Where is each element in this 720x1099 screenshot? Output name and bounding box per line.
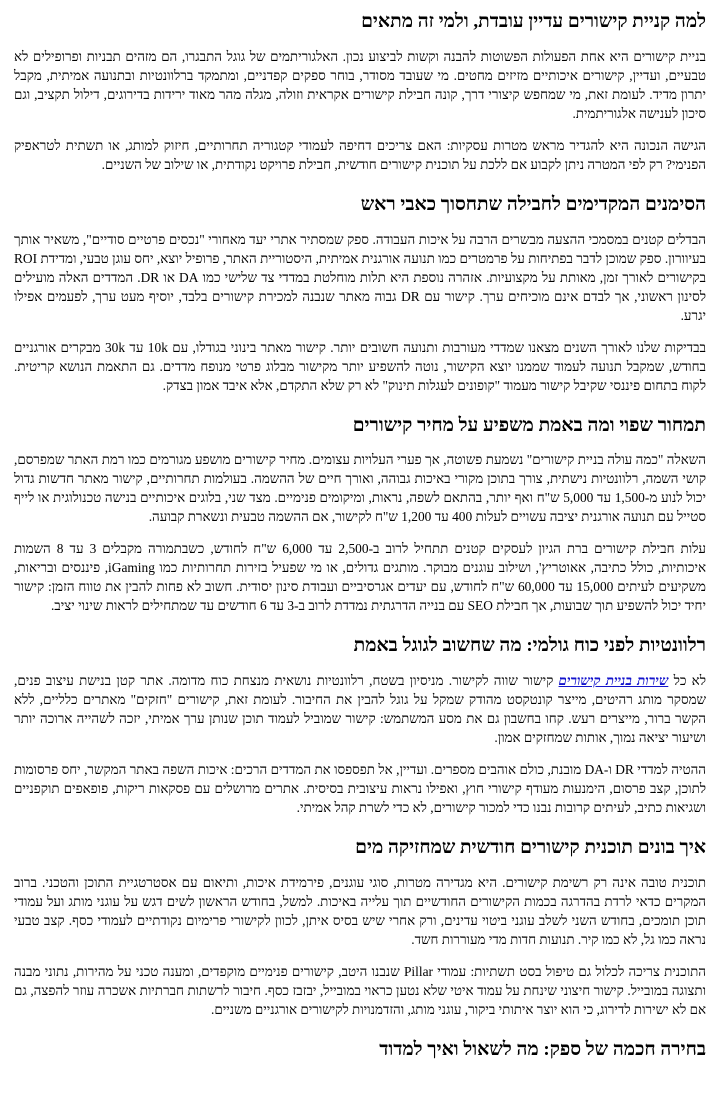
- paragraph: תוכנית טובה אינה רק רשימת קישורים. היא מגדירה מטרות, סוגי עוגנים, פירמידת איכות, ותיאום עם אסטרטגיית התוכן והטכני. ברוב המקרים כדאי לרדת בהדרגה בכמות הקישורים החודשיים תוך עלייה באיכות. למשל, בחודש הראשון לשים דגש על עוגני מותג ועל עמודי תוכן תומכים, בחודש השני לשלב עוגני ביטוי עדינים, ורק אחרי שיש בסיס איתן, לכוון לקישורי פרימיום נקודתיים לעמודי כסף. קצב טבעי נראה כמו גל, לא כמו קיר. תנועות חדות מדי מעוררות חשד.: [14, 874, 706, 947]
- link-building-service-link[interactable]: שירות בניית קישורים: [558, 673, 669, 688]
- paragraph: הבדלים קטנים במסמכי ההצעה מבשרים הרבה על איכות העבודה. ספק שמסתיר אתרי יעד מאחורי "נכסים פרטיים סודיים", משאיר אותך בעיוורון. ספק שמוכן לדבר בפתיחות על פרמטרים כמו תנועה אורגנית אמיתית, היסטוריית האתר, פרופיל יוצא, יחס עוגן טבעי, ומדידת ROI בקישורים לאורך זמן, מאותת על מקצועיות. אזהרה נוספת היא תלות מוחלטת במדדי צד שלישי כמו DA או DR. המדדים האלה מועילים לסינון ראשוני, אך לבדם אינם מוכיחים ערך. קישור עם DR גבוה מאתר שנבנה למכירת קישורים בלבד, יוסיף מעט ערך, לפעמים אפילו יגרע.: [14, 231, 706, 323]
- paragraph: השאלה "כמה עולה בניית קישורים" נשמעת פשוטה, אך פערי העלויות עצומים. מחיר קישורים מושפע מגורמים כמו רמת האתר שמפרסם, קושי השמה, רלוונטיות נישתית, צורך בתוכן מקורי באיכות גבוהה, ואורך חיים של ההשמה. בעולמות תחרותיים, קישור מאתר חדשות גדול יכול לנוע מ-1,500 עד 5,000 ש"ח ואף יותר, בהתאם לשפה, נראות, ומיקומים פנימיים. מצד שני, בלוגים איכותיים בנישה טכנולוגית או לייף סטייל עם תנועה אורגנית יציבה עשויים לעלות 400 עד 1,200 ש"ח לקישור, אם ההשמה טבעית ונשארת קבועה.: [14, 452, 706, 525]
- paragraph: בניית קישורים היא אחת הפעולות הפשוטות להבנה וקשות לביצוע נכון. האלגוריתמים של גוגל התבגרו, הם מזהים תבניות ופרופילים לא טבעיים, ועדיין, קישורים איכותיים מזיזים מחטים. מי שעובד מסודר, בוחר ספקים קפדניים, ומתמקד ברלוונטיות ובתנועה אמיתית, מקבל יתרון מדיד. לעומת זאת, מי שמחפש קיצורי דרך, קונה חבילת קישורים אקראית וזולה, מגלה מהר מאוד ירידות בדירוגים, דילול תקציב, וגם סיכון לענישה אלגוריתמית.: [14, 48, 706, 121]
- section-heading-choosing-vendor: בחירה חכמה של ספק: מה לשאול ואיך למדוד: [379, 1038, 706, 1060]
- paragraph-text-after-link: קישור שווה לקישור. מניסיון בשטח, רלוונטיות נושאית מנצחת כוח מדומה. אתר קטן בנישת עיצוב פנים, שמסקר מותג רהיטים, מייצר קונטקסט מהודק שמקל על גוגל להבין את החיבור. לעומת זאת, קישורים "חזקים" מאתרים כלליים, ללא הקשר ברור, מייצרים רעש. קחו בחשבון גם את מסע המשתמש: קישור שמוביל לעמוד תוכן שנותן ערך אמיתי, יזכה לשהייה ארוכה יותר ושיעור יציאה נמוך, אותות שמחזקים אמון.: [14, 673, 706, 745]
- section-heading-relevance: רלוונטיות לפני כוח גולמי: מה שחשוב לגוגל באמת: [353, 635, 706, 657]
- paragraph-with-link: [14, 671, 706, 747]
- section-heading-why-buying-links-works: למה קניית קישורים עדיין עובדת, ולמי זה מתאים: [361, 11, 706, 32]
- paragraph: ההטיה למדדי DR ו-DA מובנת, כולם אוהבים מספרים. ועדיין, אל תפספסו את המדדים הרכים: איכות השפה באתר המקשר, יחס פרסומות לתוכן, קצב פרסום, הימנעות מעודף קישורי חוץ, ואפילו נראות עיצובית בסיסית. אתרים מרושלים עם פסקאות ריקות, פופאפים תוקפניים ושגיאות כתיב, לעיתים קרובות נבנו כדי למכור קישורים, לא כדי לשרת קהל אמיתי.: [14, 762, 706, 815]
- paragraph: עלות חבילת קישורים ברת הגיון לעסקים קטנים תתחיל לרוב ב-2,500 עד 6,000 ש"ח לחודש, כשבתמורה מקבלים 3 עד 8 השמות איכותיות, כולל כתיבה, אאוטריץ', ושילוב עוגנים מבוקר. מותגים גדולים, או מי שפעיל בזירות תחרותיות כמו iGaming, פיננסים ובריאות, משקיעים לעיתים 15,000 עד 60,000 ש"ח לחודש, עם יעדים אגרסיביים ועבודת סינון יסודית. חשוב לא פחות להבין את טווח הזמן: קישור יחיד יכול להשפיע תוך שבועות, אך חבילת SEO עם בנייה הדרגתית נמדדת לרוב ב-3 עד 6 חודשים עד שמתחילים לראות שינוי יציב.: [14, 541, 706, 614]
- section-heading-early-signs: הסימנים המקדימים לחבילה שתחסוך כאבי ראש: [360, 193, 706, 215]
- section-heading-pricing: תמחור שפוי ומה באמת משפיע על מחיר קישורים: [352, 414, 706, 436]
- section-heading-monthly-plan: איך בונים תוכנית קישורים חודשית שמחזיקה מים: [355, 837, 706, 858]
- paragraph: התוכנית צריכה לכלול גם טיפול בסט תשתיות: עמודי Pillar שנבנו היטב, קישורים פנימיים מוקפדים, ומענה טכני על מהירות, נתוני מבנה ותצוגה במובייל. קישור חיצוני שינחת על עמוד איטי שלא נטען כראוי במובייל, יבזבז כסף. חיבור לרשתות חברתיות אשכרה עוזר להפצה, גם אם לא ישירות לדירוג, כי הוא יוצר איתותי ביקור, עוגני מותג, והזדמנויות לקישורים אורגניים משניים.: [14, 963, 706, 1017]
- paragraph: בבדיקות שלנו לאורך השנים מצאנו שמדדי מעורבות ותנועה חשובים יותר. קישור מאתר בינוני בגודלו, עם 10k עד 30k מבקרים אורגניים בחודש, שמקבל תנועה לעמוד שממנו יוצא הקישור, נוטה להשפיע יותר מקישור מבלוג פרטי מנופח מדדים. גם התאמת הנושא קריטית. לקוח בתחום פיננסי שקיבל קישור מעמוד "קופונים לעגלות תינוק" לא רק שלא התקדם, אלא איבד אמון בצדק.: [14, 339, 707, 393]
- paragraph: הגישה הנכונה היא להגדיר מראש מטרות עסקיות: האם צריכים דחיפה לעמודי קטגוריה תחרותיים, חיזוק למותג, או תשתית לטראפיק הפנימי? רק לפי המטרה ניתן לקבוע אם ללכת על תוכנית קישורים חודשית, חבילת פרויקט נקודתית, או שילוב של השניים.: [14, 137, 706, 172]
- paragraph-text-before-link: לא כל: [668, 673, 706, 688]
